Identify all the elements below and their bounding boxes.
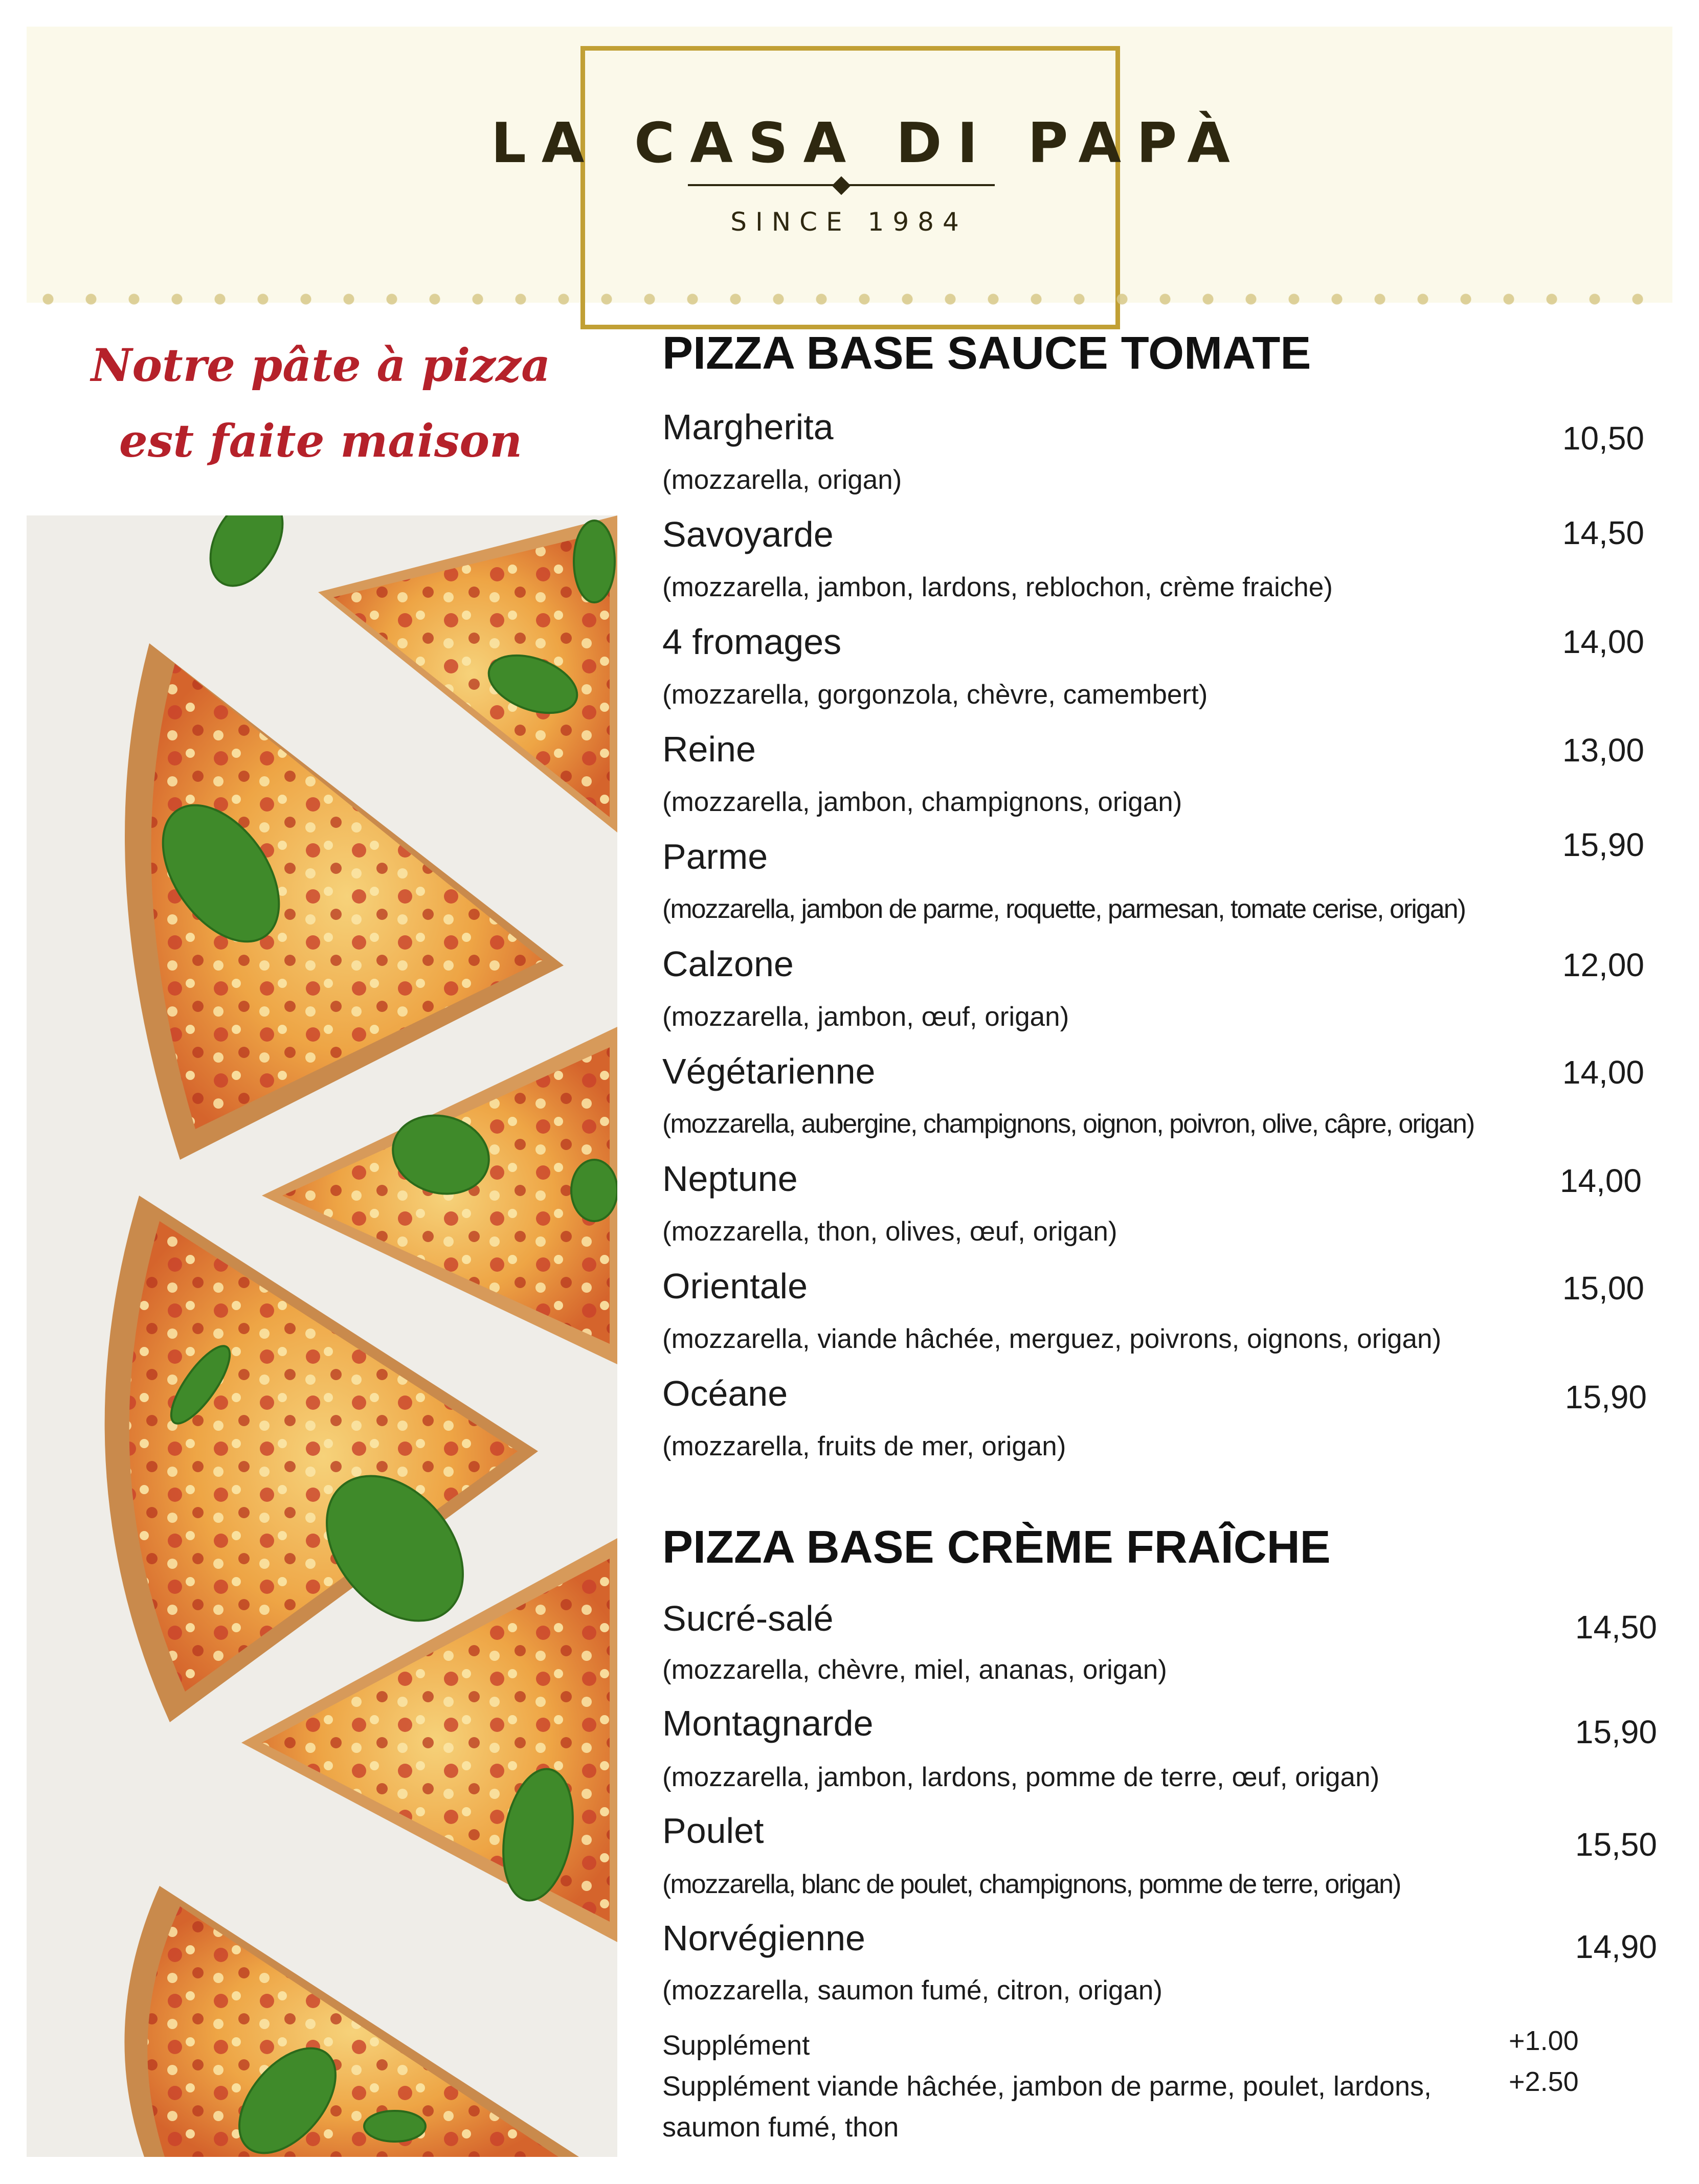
item-name: Reine [662, 729, 756, 769]
item-price: 15,90 [1562, 826, 1644, 863]
item-price: 14,00 [1559, 1162, 1642, 1199]
tagline-line-2: est faite maison [119, 414, 523, 467]
pizza-slices-illustration [27, 515, 617, 2157]
item-price: 15,00 [1562, 1270, 1644, 1307]
item-price: 14,90 [1575, 1928, 1657, 1965]
item-price: 15,90 [1564, 1379, 1647, 1415]
section-title-tomate: PIZZA BASE SAUCE TOMATE [662, 328, 1311, 379]
pizza-photo [27, 515, 617, 2157]
item-name: Neptune [662, 1159, 798, 1199]
section-title-creme: PIZZA BASE CRÈME FRAÎCHE [662, 1522, 1331, 1573]
item-price: 14,00 [1562, 623, 1644, 660]
item-desc: (mozzarella, jambon, œuf, origan) [662, 1002, 1069, 1032]
item-name: Poulet [662, 1811, 764, 1851]
item-price: 14,50 [1562, 514, 1644, 551]
supplement-price: +2.50 [1509, 2066, 1579, 2097]
item-desc: (mozzarella, jambon, champignons, origan) [662, 787, 1182, 817]
item-name: Orientale [662, 1266, 808, 1306]
item-desc: (mozzarella, saumon fumé, citron, origan) [662, 1975, 1163, 2006]
item-name: Sucré-salé [662, 1598, 834, 1638]
item-name: Océane [662, 1374, 788, 1413]
item-price: 15,90 [1575, 1714, 1657, 1750]
item-name: 4 fromages [662, 622, 842, 662]
item-name: Végétarienne [662, 1051, 876, 1091]
item-desc: (mozzarella, jambon, lardons, pomme de terre, œuf, origan) [662, 1762, 1380, 1792]
item-price: 14,50 [1575, 1609, 1657, 1646]
item-name: Montagnarde [662, 1703, 874, 1743]
item-name: Calzone [662, 944, 794, 984]
item-desc: (mozzarella, blanc de poulet, champignons, pomme de terre, origan) [662, 1870, 1401, 1899]
supplement-price: +1.00 [1509, 2025, 1579, 2056]
item-price: 12,00 [1562, 947, 1644, 983]
item-desc: (mozzarella, fruits de mer, origan) [662, 1431, 1066, 1461]
item-desc: (mozzarella, thon, olives, œuf, origan) [662, 1217, 1117, 1247]
tagline [27, 327, 615, 479]
item-desc: (mozzarella, origan) [662, 465, 902, 495]
item-desc: (mozzarella, viande hâchée, merguez, poivrons, oignons, origan) [662, 1324, 1442, 1354]
item-name: Margherita [662, 407, 834, 447]
decorative-border [27, 281, 1672, 317]
item-price: 13,00 [1562, 732, 1644, 769]
supplement-label: Supplément viande hâchée, jambon de parme, poulet, lardons, saumon fumé, thon [662, 2071, 1432, 2143]
item-desc: (mozzarella, jambon de parme, roquette, parmesan, tomate cerise, origan) [662, 894, 1465, 924]
item-name: Parme [662, 837, 768, 876]
item-desc: (mozzarella, jambon, lardons, reblochon, crème fraiche) [662, 572, 1333, 602]
item-name: Savoyarde [662, 514, 834, 554]
item-price: 15,50 [1575, 1826, 1657, 1863]
item-desc: (mozzarella, gorgonzola, chèvre, camembert) [662, 680, 1208, 710]
supplement-label: Supplément [662, 2030, 810, 2061]
tagline-line-1: Notre pâte à pizza [91, 339, 551, 392]
item-name: Norvégienne [662, 1918, 865, 1958]
item-price: 10,50 [1562, 420, 1644, 457]
brand-since: SINCE 1984 [730, 207, 968, 237]
item-price: 14,00 [1562, 1054, 1644, 1091]
item-desc: (mozzarella, aubergine, champignons, oignon, poivron, olive, câpre, origan) [662, 1109, 1474, 1139]
item-desc: (mozzarella, chèvre, miel, ananas, origan) [662, 1655, 1167, 1685]
brand-name: LA CASA DI PAPÀ [491, 111, 1245, 175]
